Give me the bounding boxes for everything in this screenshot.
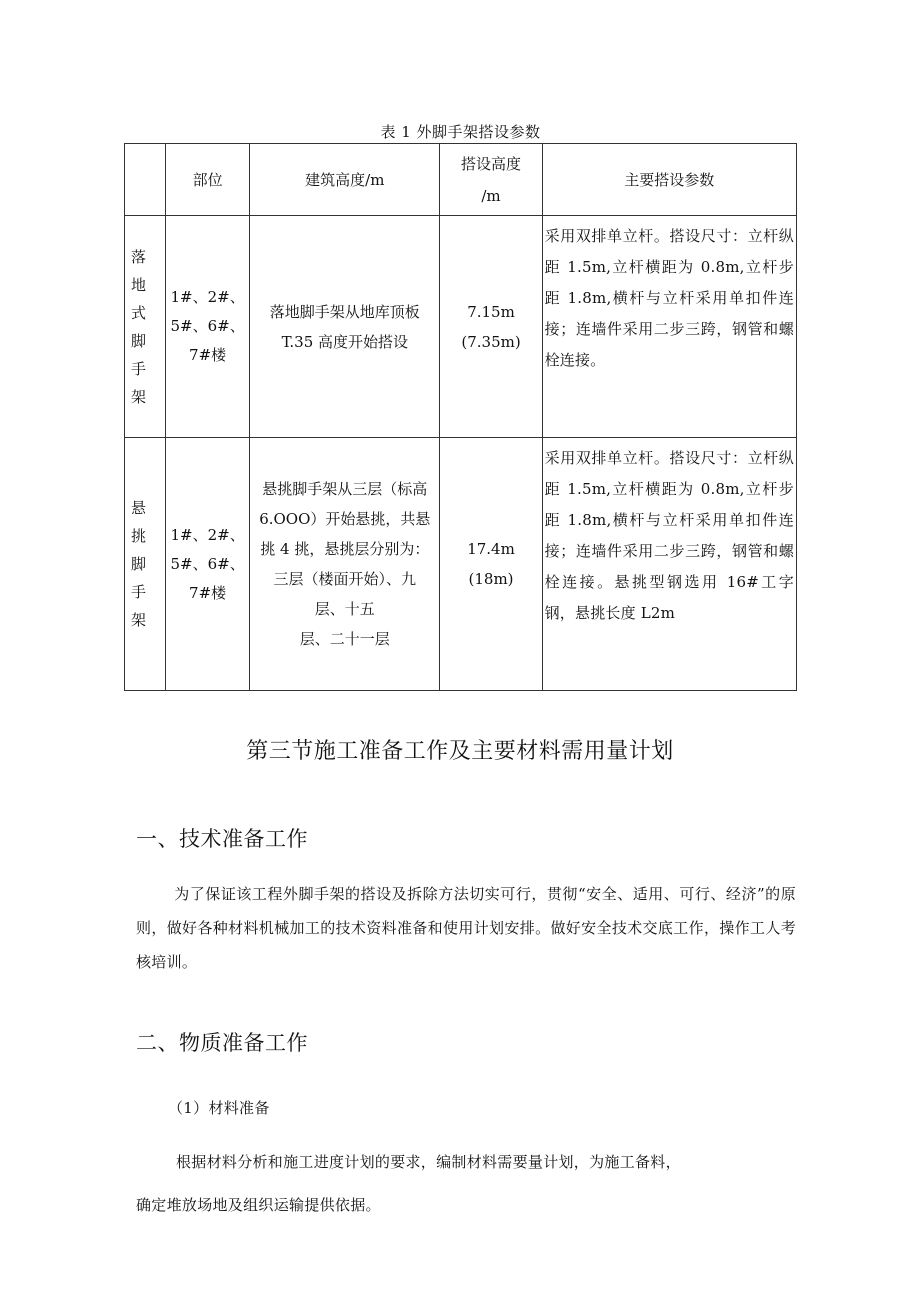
type-line: 落 — [131, 247, 147, 266]
type-line: 挑 脚 — [131, 527, 147, 573]
building-height-line: 落地脚手架从地库顶板 — [269, 302, 420, 321]
building-height-line: 6.OOO）开始悬挑，共悬 — [259, 510, 431, 528]
header-setup-height-l1: 搭设高度 — [461, 154, 522, 173]
cell-building-height — [250, 216, 440, 438]
part-line: 7#楼 — [189, 583, 227, 602]
building-height-line: 挑 4 挑，悬挑层分别为： — [260, 540, 430, 558]
material-paragraph-line2: 确定堆放场地及组织运输提供依据。 — [136, 1196, 381, 1214]
header-setup-height-l2: /m — [481, 186, 501, 205]
type-line: 悬 — [131, 499, 147, 517]
material-paragraph-line1: 根据材料分析和施工进度计划的要求，编制材料需要量计划，为施工备料， — [176, 1153, 681, 1171]
cell-type — [125, 438, 166, 691]
table-row — [125, 438, 797, 691]
cell-part — [166, 438, 250, 691]
table-row — [125, 216, 797, 438]
building-height-line: 层、十五 — [314, 600, 375, 618]
setup-height-line: 7.15m — [467, 302, 515, 321]
building-height-line: 三层（楼面开始）、九 — [273, 570, 417, 588]
cell-setup-height — [440, 438, 542, 691]
part-line: 5#、6#、 — [170, 317, 245, 335]
header-main-params: 主要搭设参数 — [542, 144, 796, 216]
building-height-line: 悬挑脚手架从三层（标高 — [262, 480, 428, 498]
main-params-text: 采用双排单立杆。搭设尺寸：立杆纵距 1.5m,立杆横距为 0.8m,立杆步距 1.8m,横杆与立杆采用单扣件连接；连墙件采用二步三跨，钢管和螺栓连接。 — [544, 227, 794, 369]
part-line: 1#、2#、 — [170, 525, 245, 544]
header-type — [125, 144, 166, 216]
table-header-row — [125, 144, 797, 216]
type-line: 手架 — [131, 583, 147, 629]
cell-part — [166, 216, 250, 438]
type-line: 架 — [131, 387, 147, 406]
tech-paragraph — [136, 877, 796, 979]
cell-type — [125, 216, 166, 438]
setup-height-line: (7.35m) — [461, 332, 521, 351]
setup-height-line: (18m) — [468, 570, 514, 588]
section-title: 第三节施工准备工作及主要材料需用量计划 — [246, 739, 674, 764]
subsection-title-material: 二、物质准备工作 — [136, 1031, 308, 1055]
cell-main-params — [542, 438, 796, 691]
main-params-text: 采用双排单立杆。搭设尺寸：立杆纵距 1.5m,立杆横距为 0.8m,立杆步距 1.8m,横杆与立杆采用单扣件连接；连墙件采用二步三跨，钢管和螺栓连接。悬挑型钢选用 16#工字钢，悬挑长度 L2m — [544, 449, 794, 622]
tech-paragraph-text: 为了保证该工程外脚手架的搭设及拆除方法切实可行，贯彻“安全、适用、可行、经济”的原则，做好各种材料机械加工的技术资料准备和使用计划安排。做好安全技术交底工作，操作工人考核培训。 — [136, 885, 796, 971]
cell-building-height — [250, 438, 440, 691]
part-line: 7#楼 — [189, 346, 227, 364]
part-line: 5#、6#、 — [170, 554, 245, 573]
item-material-prep: （1）材料准备 — [168, 1099, 270, 1117]
type-line: 地 式 — [131, 275, 147, 322]
type-line: 脚 手 — [131, 331, 147, 378]
cell-setup-height — [440, 216, 542, 438]
header-setup-height — [440, 144, 542, 216]
setup-height-line: 17.4m — [467, 540, 515, 558]
header-building-height: 建筑高度/m — [250, 144, 440, 216]
cell-main-params — [542, 216, 796, 438]
table-caption: 表 1 外脚手架搭设参数 — [380, 123, 541, 141]
subsection-title-tech: 一、技术准备工作 — [136, 827, 308, 851]
part-line: 1#、2#、 — [170, 288, 245, 306]
header-part: 部位 — [166, 144, 250, 216]
scaffold-params-table — [124, 143, 797, 691]
building-height-line: 层、二十一层 — [299, 630, 390, 648]
building-height-line: T.35 高度开始搭设 — [281, 332, 409, 351]
